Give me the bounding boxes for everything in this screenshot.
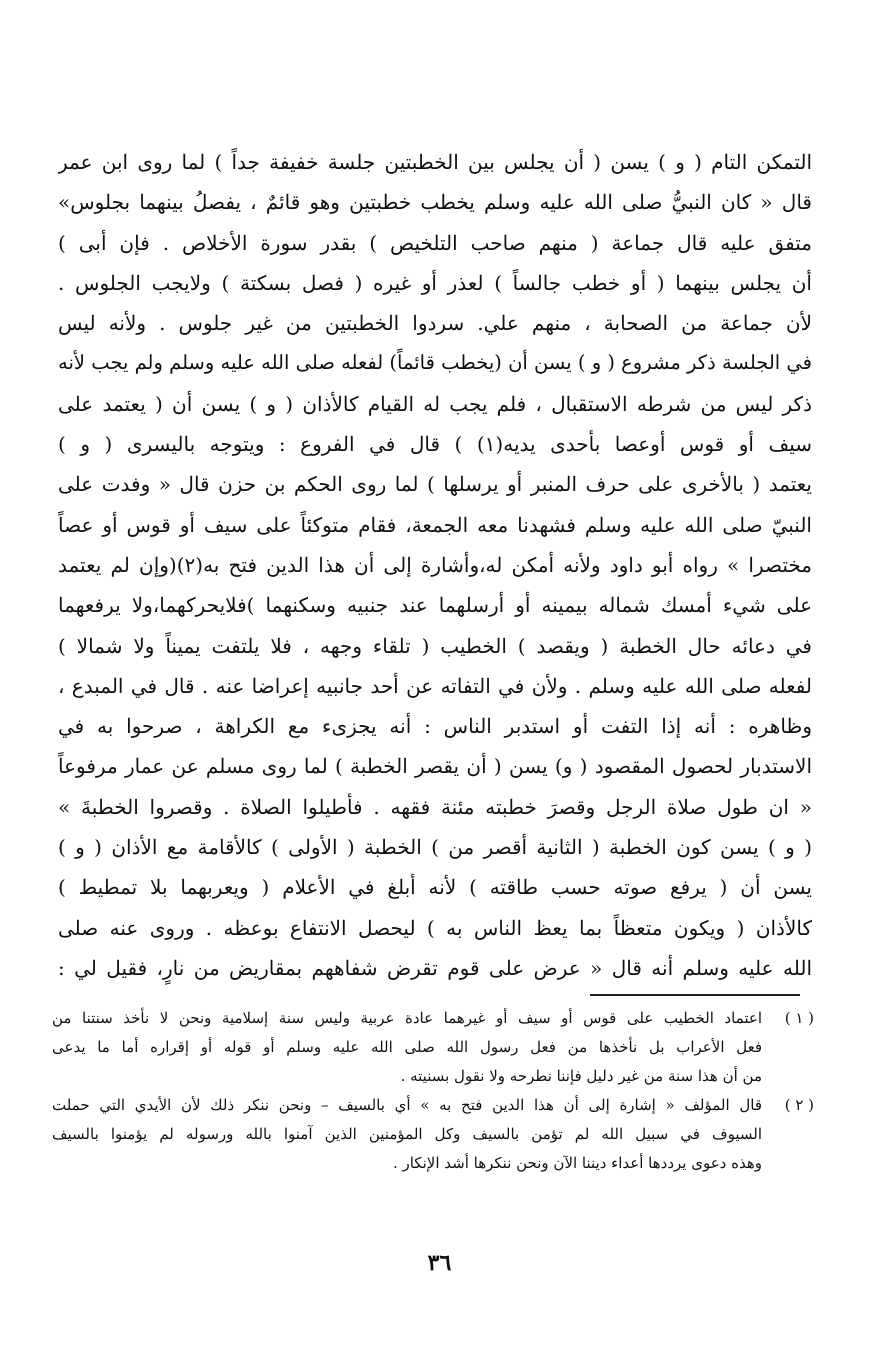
text-line: لأن جماعة من الصحابة ، منهم علي. سردوا الخطبتين من غير جلوس . ولأنه ليس <box>58 311 812 336</box>
footnote-2 <box>52 1091 814 1178</box>
footnote-marker: ( ١ ) <box>784 1009 814 1027</box>
footnote-line: قال المؤلف « إشارة إلى أن هذا الدين فتح به » أي بالسيف – ونحن ننكر ذلك لأن الأيدي التي حملت <box>52 1096 762 1114</box>
text-line: « ان طول صلاة الرجل وقصرَ خطبته مئنة فقهه . فأطيلوا الصلاة . وقصروا الخطبةَ » <box>58 794 812 819</box>
text-line: قال « كان النبيُّ صلى الله عليه وسلم يخطب خطبتين وهو قائمٌ ، يفصلُ بينهما بجلوس» <box>58 190 812 215</box>
text-line: كالأذان ( ويكون متعظاً بما يعظ الناس به ) ليحصل الانتفاع بوعظه . وروى عنه صلى <box>58 915 812 940</box>
footnote-1 <box>52 1004 814 1091</box>
footnote-marker: ( ٢ ) <box>784 1096 814 1114</box>
text-line: مختصرا » رواه أبو داود ولأنه أمكن له،وأشارة إلى أن هذا الدين فتح به(٢)(وإن لم يعتمد <box>58 552 812 577</box>
text-line: أن يجلس بينهما ( أو خطب جالساً ) لعذر أو غيره ( فصل بسكتة ) ولايجب الجلوس . <box>58 270 812 295</box>
text-line: ( و ) يسن كون الخطبة ( الثانية أقصر من ) الخطبة ( الأولى ) كالأقامة مع الأذان ( و ) <box>58 835 812 860</box>
footnotes <box>52 1004 814 1178</box>
footnote-line: وهذه دعوى يرددها أعداء ديننا الآن ونحن ننكرها أشد الإنكار . <box>392 1154 762 1172</box>
text-line: الله عليه وسلم أنه قال « عرض على قوم تقرض شفاههم بمقاريض من نارٍ، فقيل لي : <box>58 955 812 980</box>
text-line: التمكن التام ( و ) يسن ( أن يجلس بين الخطبتين جلسة خفيفة جداً ) لما روى ابن عمر <box>58 150 812 174</box>
footnote-line: فعل الأعراب بل نأخذها من فعل رسول الله صلى الله عليه وسلم أو قوله أو إقراره أما ما يدعى <box>52 1038 762 1056</box>
text-line: في دعائه حال الخطبة ( ويقصد ) الخطيب ( تلقاء وجهه ، فلا يلتفت يميناً ولا شمالا ) <box>58 633 812 658</box>
footnote-line: السيوف في سبيل الله لم تؤمن بالسيف وكل المؤمنين الذين آمنوا بالله ورسوله لم يؤمنوا بالسيف <box>52 1125 762 1143</box>
text-line: في الجلسة ذكر مشروع ( و ) يسن أن (يخطب قائماً) لفعله صلى الله عليه وسلم ولم يجب لأنه <box>58 351 812 375</box>
text-line: متفق عليه قال جماعة ( منهم صاحب التلخيص ) بقدر سورة الأخلاص . فإن أبى ) <box>58 230 812 255</box>
text-line: وظاهره : أنه إذا التفت أو استدبر الناس : أنه يجزىء مع الكراهة ، صرحوا به في <box>58 714 812 739</box>
text-line: لفعله صلى الله عليه وسلم . ولأن في التفاته عن أحد جانبيه إعراضا عنه . قال في المبدع ، <box>58 673 812 698</box>
footnote-line: اعتماد الخطيب على قوس أو سيف أو غيرهما عادة عربية وليس سنة إسلامية ونحن لا نأخذ سنتنا من <box>52 1009 762 1027</box>
footnote-line: من أن هذا سنة من غير دليل فإننا نطرحه ولا نقول بسنيته . <box>400 1067 762 1085</box>
text-line: سيف أو قوس أوعصا بأحدى يديه(١) ) قال في الفروع : ويتوجه باليسرى ( و ) <box>58 432 812 457</box>
page-number: ٣٦ <box>427 1250 452 1276</box>
main-text <box>58 142 812 988</box>
text-line: يعتمد ( بالأخرى على حرف المنبر أو يرسلها ) لما روى الحكم بن حزن قال « وفدت على <box>58 472 812 497</box>
footnote-separator <box>590 994 800 996</box>
text-line: الاستدبار لحصول المقصود ( و) يسن ( أن يقصر الخطبة ) لما روى مسلم عن عمار مرفوعاً <box>58 754 812 779</box>
text-line: ذكر ليس من شرطه الاستقبال ، فلم يجب له القيام كالأذان ( و ) يسن أن ( يعتمد على <box>58 391 812 416</box>
text-line: يسن أن ( يرفع صوته حسب طاقته ) لأنه أبلغ في الأعلام ( ويعربهما بلا تمطيط ) <box>58 875 812 900</box>
text-line: النبيّ صلى الله عليه وسلم فشهدنا معه الجمعة، فقام متوكئاً على سيف أو قوس أو عصاً <box>58 512 812 537</box>
text-line: على شيء أمسك شماله بيمينه أو أرسلهما عند جنبيه وسكنهما )فلايحركهما،ولا يرفعهما <box>58 593 812 618</box>
